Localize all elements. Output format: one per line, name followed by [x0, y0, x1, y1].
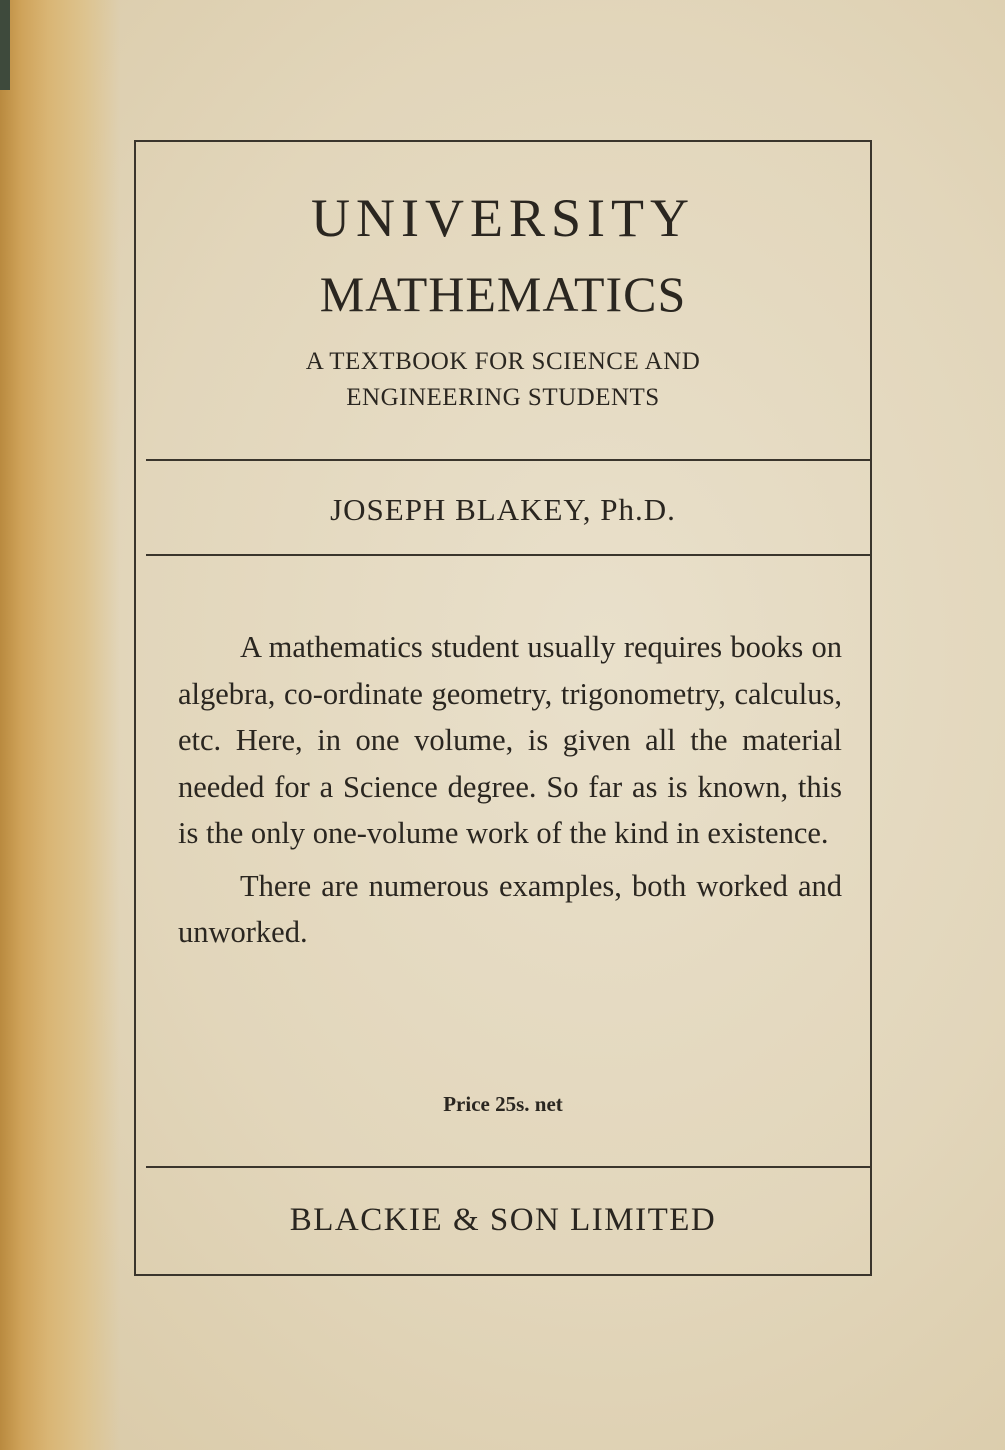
subtitle-line-1: A TEXTBOOK FOR SCIENCE AND [305, 348, 701, 375]
subtitle-line-2: ENGINEERING STUDENTS [346, 384, 660, 411]
blurb [178, 624, 842, 962]
publisher-name: BLACKIE & SON LIMITED [289, 1202, 717, 1238]
divider-rule [146, 1166, 870, 1168]
divider-rule [146, 459, 870, 461]
spine-cloth [0, 0, 10, 90]
spine-edge [0, 0, 120, 1450]
author-name: JOSEPH BLAKEY, Ph.D. [330, 492, 676, 527]
title-line-2: MATHEMATICS [319, 266, 687, 322]
price-label: Price 25s. net [443, 1092, 563, 1116]
title-line-1: UNIVERSITY [311, 188, 695, 248]
divider-rule [146, 554, 870, 556]
cover-frame [134, 140, 872, 1276]
blurb-paragraph: A mathematics student usually requires books on algebra, co-ordinate geometry, trigonometry, calculus, etc. Here, in one volume, is given all the material needed for a Science degree. So far as is known, this is the only one-volume work of the kind in existence. [178, 630, 842, 850]
blurb-paragraph: There are numerous examples, both worked and unworked. [178, 868, 842, 949]
subtitle [136, 344, 870, 416]
